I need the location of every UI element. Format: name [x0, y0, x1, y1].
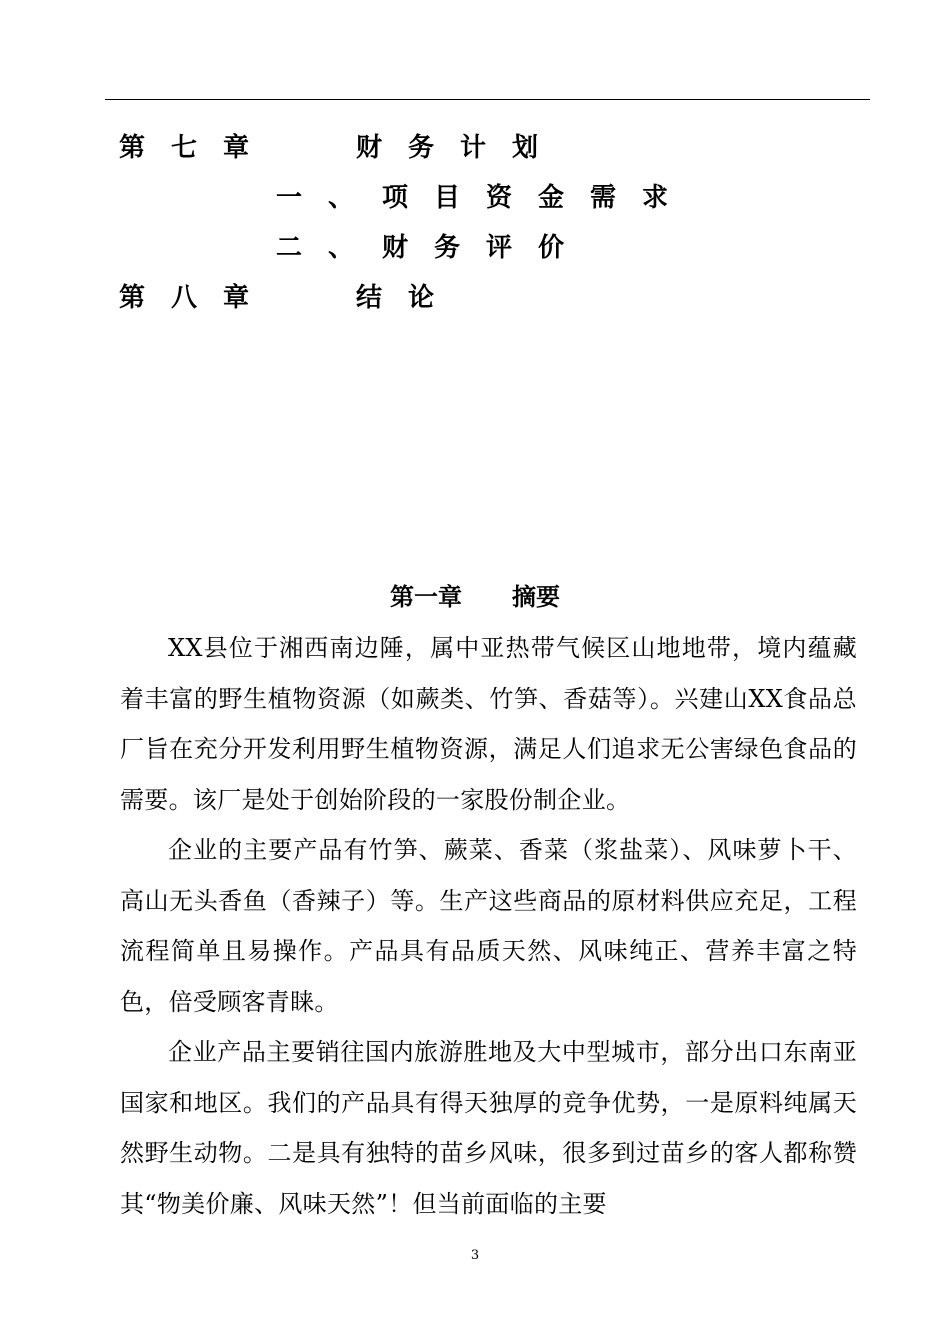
toc-entry-title: 项目资金需求: [382, 183, 695, 213]
section-heading: [0, 582, 950, 612]
paragraph: 企业的主要产品有竹笋、蕨菜、香菜（浆盐菜）、风味萝卜干、高山无头香鱼（香辣子）等。生产这些商品的原材料供应充足，工程流程简单且易操作。产品具有品质天然、风味纯正、营养丰富之特色，倍受顾客青睐。: [120, 836, 857, 1016]
page-number: 3: [470, 1248, 480, 1263]
toc-entry-number: 第八章: [119, 283, 276, 313]
toc-entry-number: 一、: [276, 183, 381, 213]
toc-entry-number: 二、: [276, 233, 381, 263]
toc-entry-title: 结论: [356, 283, 461, 313]
header-rule: [105, 99, 870, 100]
paragraph: 企业产品主要销往国内旅游胜地及大中型城市，部分出口东南亚国家和地区。我们的产品具有得天独厚的竞争优势，一是原料纯属天然野生动物。二是具有独特的苗乡风味，很多到过苗乡的客人都称赞其“物美价廉、风味天然”！但当前面临的主要: [120, 1038, 857, 1218]
section-chapter: 第一章: [390, 583, 462, 611]
toc-entry-number: 第七章: [119, 133, 276, 163]
toc-entry-title: 财务计划: [356, 133, 565, 163]
paragraph: XX县位于湘西南边陲，属中亚热带气候区山地地带，境内蕴藏着丰富的野生植物资源（如蕨类、竹笋、香菇等）。兴建山XX食品总厂旨在充分开发利用野生植物资源，满足人们追求无公害绿色食品的需要。该厂是处于创始阶段的一家股份制企业。: [120, 634, 857, 814]
toc-entry-title: 财务评价: [382, 233, 591, 263]
summary-body: [120, 623, 857, 1229]
section-title: 摘要: [512, 583, 560, 611]
